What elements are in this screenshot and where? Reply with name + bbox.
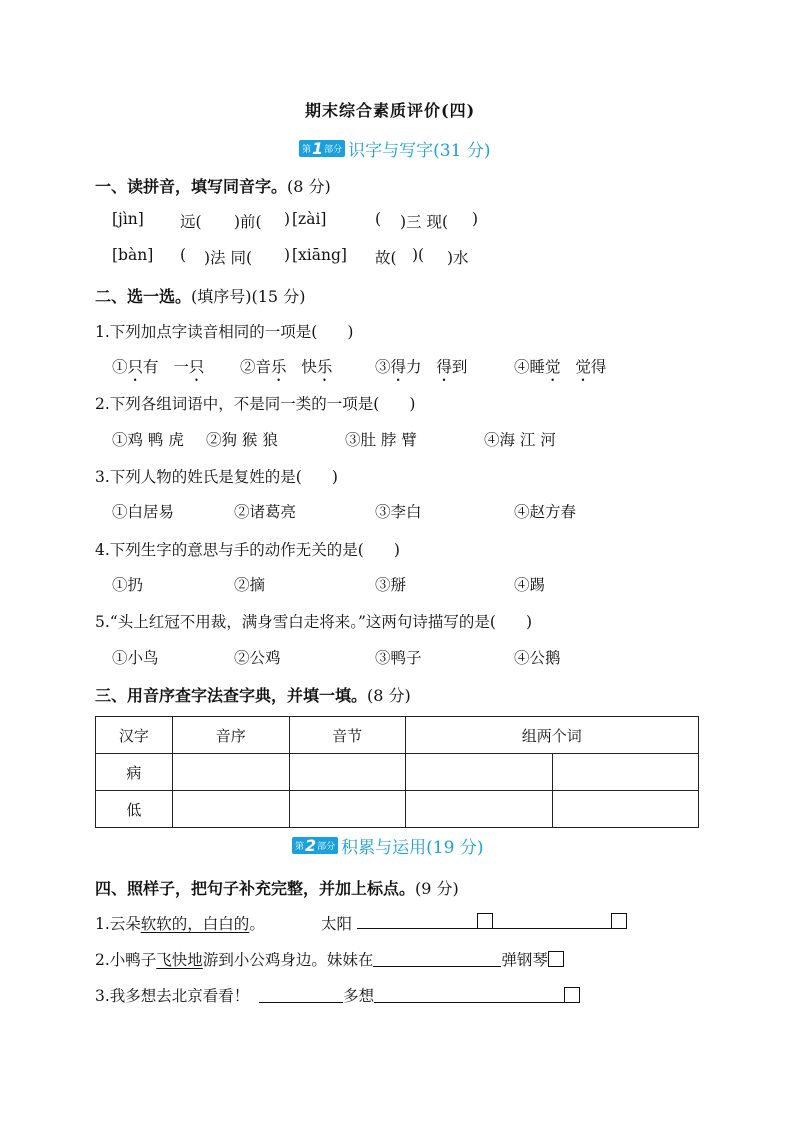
pinyin-zai: [zài]	[292, 210, 327, 228]
table-row	[96, 754, 699, 791]
sentence-1-example: 1.云朵软软的，白白的。	[95, 915, 265, 933]
option-1: ①只有 一只	[112, 358, 205, 376]
sentence-1-prompt: 太阳	[321, 915, 353, 933]
option-1: ①白居易	[112, 503, 175, 521]
section2-points: (填序号)(15 分)	[191, 287, 306, 306]
option-2: ②狗 猴 狼	[206, 431, 278, 449]
pinyin-jin: [jìn]	[112, 210, 144, 228]
answer-cell[interactable]	[289, 791, 405, 828]
table-header-cell: 音序	[172, 717, 289, 754]
sentence-1-fill	[357, 912, 627, 931]
question-4	[95, 538, 400, 560]
answer-cell[interactable]	[289, 754, 405, 791]
word-item: )(	[412, 246, 425, 264]
question-3-stem: 3.下列人物的姓氏是复姓的是(	[95, 468, 302, 486]
answer-cell[interactable]	[553, 791, 699, 828]
answer-blank[interactable]	[357, 912, 477, 929]
option-3: ③李白	[375, 503, 422, 521]
word-item: )前(	[234, 213, 262, 231]
section4-title: 四、照样子，把句子补充完整，并加上标点。	[95, 879, 416, 898]
punctuation-box[interactable]	[548, 951, 564, 967]
question-3	[95, 465, 338, 487]
dictionary-table	[95, 716, 699, 828]
question-4-close: )	[393, 541, 400, 559]
option-1: ①小鸟	[112, 649, 159, 667]
answer-blank[interactable]	[373, 950, 501, 967]
part1-header	[299, 136, 490, 161]
table-header-row	[96, 717, 699, 754]
word-item: )水	[447, 249, 469, 267]
answer-cell[interactable]	[405, 754, 553, 791]
answer-blank[interactable]	[259, 986, 343, 1003]
punctuation-box[interactable]	[477, 913, 493, 929]
option-2: ②诸葛亮	[234, 503, 297, 521]
part2-label: 积累与运用(19 分)	[341, 838, 484, 858]
answer-blank[interactable]	[493, 912, 611, 929]
question-1-close: )	[347, 323, 354, 341]
page-title: 期末综合素质评价(四)	[305, 101, 476, 120]
question-4-stem: 4.下列生字的意思与手的动作无关的是(	[95, 541, 364, 559]
question-3-close: )	[331, 468, 338, 486]
word-item: )法 同(	[204, 249, 253, 267]
option-1: ①鸡 鸭 虎	[112, 431, 184, 449]
table-cell-char: 低	[96, 791, 173, 828]
section1-points: (8 分)	[287, 177, 331, 196]
question-1-stem: 1.下列加点字读音相同的一项是(	[95, 323, 318, 341]
section2-title: 二、选一选。	[95, 287, 192, 306]
badge-num: 1	[312, 139, 324, 158]
option-3: ③肚 脖 臂	[345, 431, 417, 449]
section4-heading	[95, 876, 459, 899]
badge-prefix: 第	[302, 145, 312, 155]
word-item: (	[180, 246, 187, 264]
question-2-stem: 2.下列各组词语中，不是同一类的一项是(	[95, 395, 380, 413]
answer-blank[interactable]	[374, 986, 564, 1003]
badge-suffix: 部分	[317, 842, 336, 852]
table-row	[96, 791, 699, 828]
word-item: )	[284, 246, 291, 264]
pinyin-xiang: [xiāng]	[292, 246, 347, 264]
section3-title: 三、用音序查字法查字典，并填一填。	[95, 686, 368, 705]
section1-heading	[95, 174, 331, 197]
question-5-close: )	[525, 613, 532, 631]
option-3: ③得力 得到	[375, 358, 468, 376]
part1-label: 识字与写字(31 分)	[348, 141, 491, 161]
option-2: ②音乐 快乐	[240, 358, 333, 376]
section2-heading	[95, 284, 305, 307]
option-2: ②公鸡	[234, 649, 281, 667]
table-cell-char: 病	[96, 754, 173, 791]
option-4: ④踢	[514, 576, 546, 594]
pinyin-ban: [bàn]	[112, 246, 154, 264]
badge-prefix: 第	[295, 842, 305, 852]
option-2: ②摘	[234, 576, 266, 594]
word-item: 故(	[375, 249, 397, 267]
word-item: )	[472, 210, 479, 228]
option-3: ③掰	[375, 576, 407, 594]
question-1	[95, 320, 353, 342]
word-item: )三 现(	[400, 213, 449, 231]
badge-num: 2	[305, 836, 317, 855]
answer-cell[interactable]	[172, 754, 289, 791]
section4-points: (9 分)	[415, 879, 459, 898]
table-header-cell: 组两个词	[405, 717, 699, 754]
punctuation-box[interactable]	[564, 987, 580, 1003]
word-item: (	[375, 210, 382, 228]
part2-header	[292, 833, 483, 858]
option-4: ④公鹅	[514, 649, 561, 667]
option-4: ④赵方春	[514, 503, 577, 521]
word-item: 远(	[180, 213, 202, 231]
question-2-close: )	[409, 395, 416, 413]
table-header-cell: 音节	[289, 717, 405, 754]
question-5-stem: 5.“头上红冠不用裁，满身雪白走将来。”这两句诗描写的是(	[95, 613, 496, 631]
part1-badge	[299, 140, 345, 157]
sentence-3	[95, 984, 655, 1006]
question-2	[95, 392, 415, 414]
word-item: )	[284, 210, 291, 228]
sentence-3-example: 3.我多想去北京看看！	[95, 987, 250, 1005]
sentence-2	[95, 948, 655, 970]
section3-points: (8 分)	[367, 686, 411, 705]
section3-heading	[95, 683, 411, 706]
answer-cell[interactable]	[553, 754, 699, 791]
part2-badge	[292, 837, 338, 854]
sentence-3-prompt: 多想	[343, 987, 375, 1005]
table-header-cell: 汉字	[96, 717, 173, 754]
option-1: ①扔	[112, 576, 144, 594]
answer-cell[interactable]	[405, 791, 553, 828]
sentence-2-example: 2.小鸭子飞快地游到小公鸡身边。妹妹在	[95, 951, 374, 969]
sentence-2-tail: 弹钢琴	[501, 951, 548, 969]
answer-cell[interactable]	[172, 791, 289, 828]
option-4: ④海 江 河	[484, 431, 556, 449]
section1-title: 一、读拼音，填写同音字。	[95, 177, 288, 196]
punctuation-box[interactable]	[611, 913, 627, 929]
option-4: ④睡觉 觉得	[514, 358, 607, 376]
badge-suffix: 部分	[324, 145, 343, 155]
question-5	[95, 610, 532, 632]
option-3: ③鸭子	[375, 649, 422, 667]
